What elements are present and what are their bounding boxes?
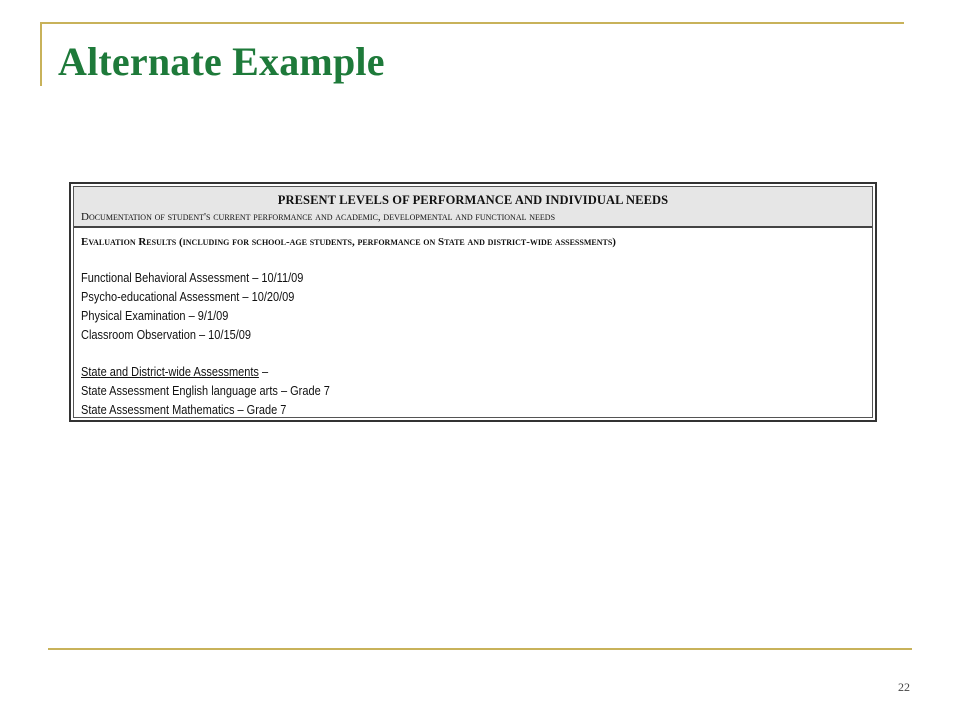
slide-title: Alternate Example — [58, 39, 385, 84]
page-number: 22 — [898, 680, 910, 694]
top-rule — [40, 22, 904, 24]
evaluation-item: Functional Behavioral Assessment – 10/11/09 — [81, 271, 304, 285]
bottom-rule — [48, 648, 912, 650]
assessment-item: State Assessment English language arts – Grade 7 — [81, 384, 330, 398]
form-subheading: Documentation of student's current performance and academic, developmental and functional needs — [81, 211, 556, 223]
evaluation-results-heading: Evaluation Results (including for school-age students, performance on State and district-wide assessments) — [81, 236, 616, 248]
assessments-heading-dash: – — [258, 365, 269, 379]
evaluation-item: Psycho-educational Assessment – 10/20/09 — [81, 290, 295, 304]
present-levels-form — [69, 182, 877, 422]
evaluation-item: Physical Examination – 9/1/09 — [81, 309, 229, 323]
assessments-heading-text: State and District-wide Assessments — [81, 365, 259, 379]
form-heading: PRESENT LEVELS OF PERFORMANCE AND INDIVIDUAL NEEDS — [277, 193, 669, 207]
assessments-heading — [81, 365, 268, 379]
form-inner-border — [73, 186, 873, 418]
assessment-item: State Assessment Mathematics – Grade 7 — [81, 403, 287, 417]
left-rule — [40, 22, 42, 86]
evaluation-item: Classroom Observation – 10/15/09 — [81, 328, 251, 342]
form-header — [74, 187, 872, 228]
